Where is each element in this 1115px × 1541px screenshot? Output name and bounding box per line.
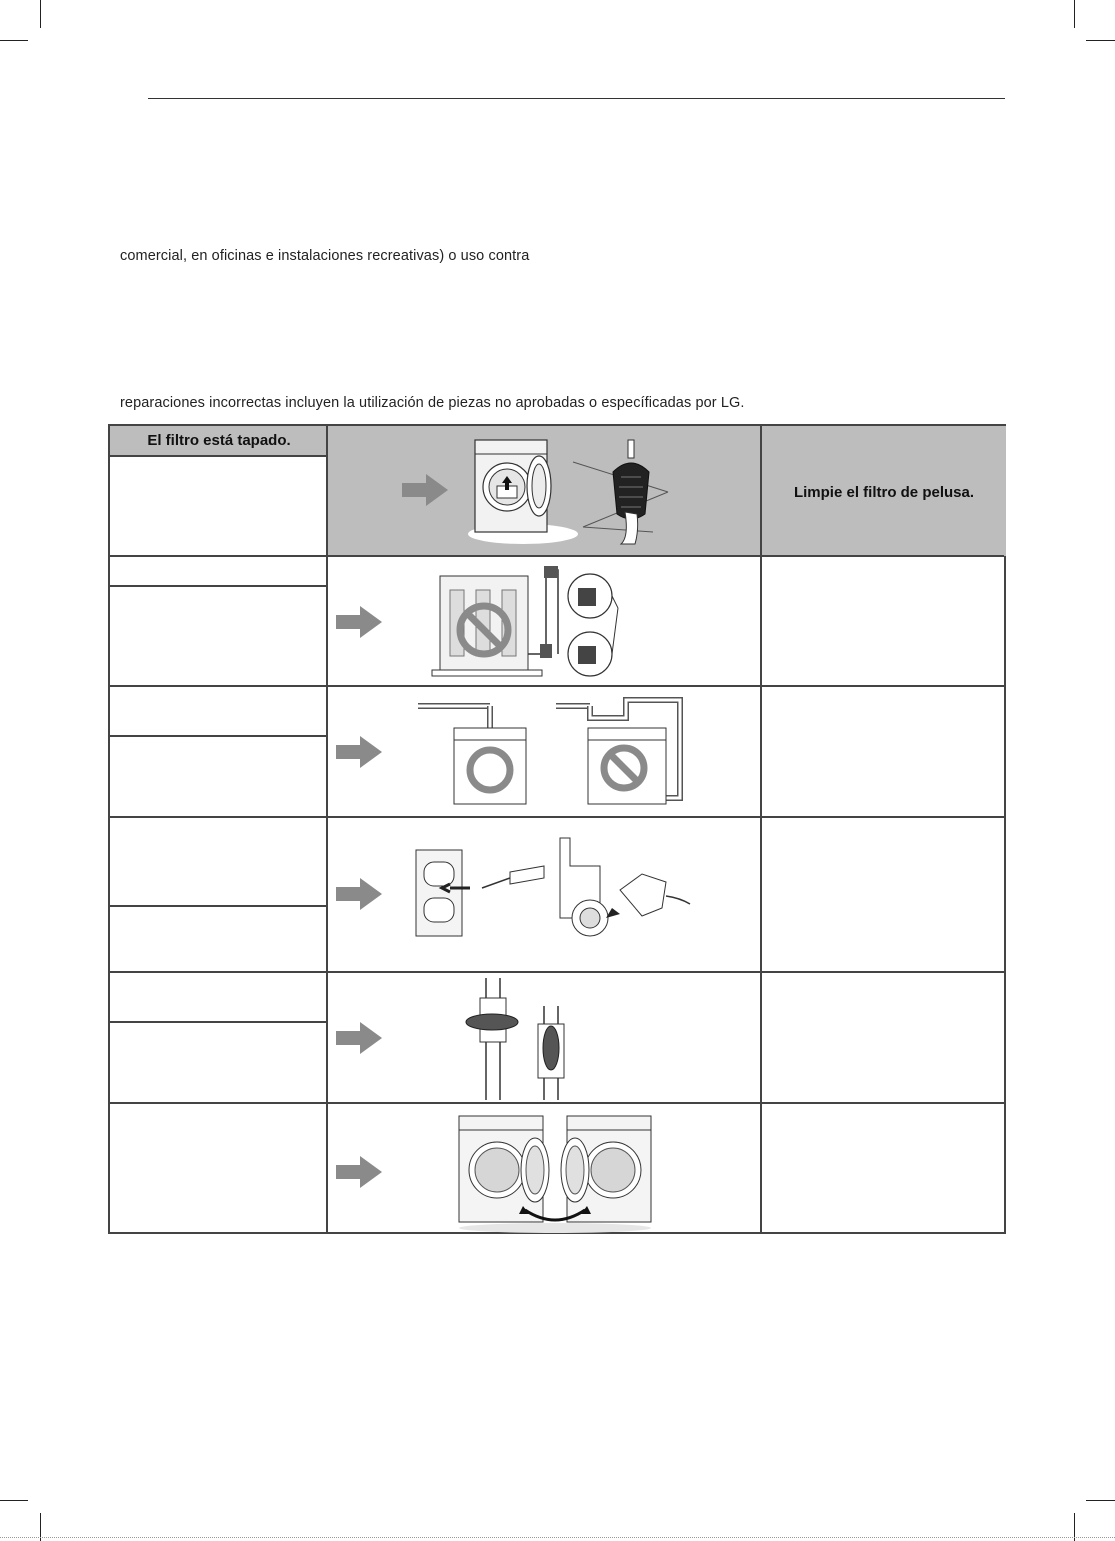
cause-sub-divider xyxy=(110,455,326,457)
vent-duct-illustration xyxy=(428,560,628,682)
crop-mark xyxy=(0,40,28,41)
cause-sub-divider xyxy=(110,735,326,737)
door-reversal-illustration xyxy=(455,1110,655,1234)
power-outlet-illustration xyxy=(410,826,710,966)
duct-routing-illustration xyxy=(410,692,710,812)
dryer-lint-filter-illustration xyxy=(453,432,673,552)
row-divider xyxy=(110,685,1004,687)
crop-mark xyxy=(1086,40,1115,41)
row1-solution-text: Limpie el filtro de pelusa. xyxy=(793,484,975,501)
arrow-right-icon xyxy=(336,606,382,638)
arrow-right-icon xyxy=(336,1156,382,1188)
cause-sub-divider xyxy=(110,1021,326,1023)
crop-mark xyxy=(0,1500,28,1501)
crop-mark xyxy=(40,0,41,28)
row1-cause-header: El filtro está tapado. xyxy=(147,432,291,449)
gas-valve-illustration xyxy=(460,974,620,1104)
paragraph-line: comercial, en oficinas e instalaciones recreativas) o uso contra xyxy=(120,248,530,264)
cause-sub-divider xyxy=(110,585,326,587)
row-divider xyxy=(110,555,1004,557)
crop-mark xyxy=(1086,1500,1115,1501)
crop-mark xyxy=(1074,0,1075,28)
cause-sub-divider xyxy=(110,905,326,907)
column-divider xyxy=(760,426,762,1232)
column-divider xyxy=(326,426,328,1232)
row-divider xyxy=(110,971,1004,973)
paragraph-line: reparaciones incorrectas incluyen la utilización de piezas no aprobadas o específicadas por LG. xyxy=(120,395,745,411)
arrow-right-icon xyxy=(336,736,382,768)
row-divider xyxy=(110,816,1004,818)
bottom-dotted-line xyxy=(0,1537,1115,1538)
arrow-right-icon xyxy=(402,474,448,506)
arrow-right-icon xyxy=(336,878,382,910)
header-rule xyxy=(148,98,1005,99)
troubleshooting-table xyxy=(108,424,1006,1234)
arrow-right-icon xyxy=(336,1022,382,1054)
